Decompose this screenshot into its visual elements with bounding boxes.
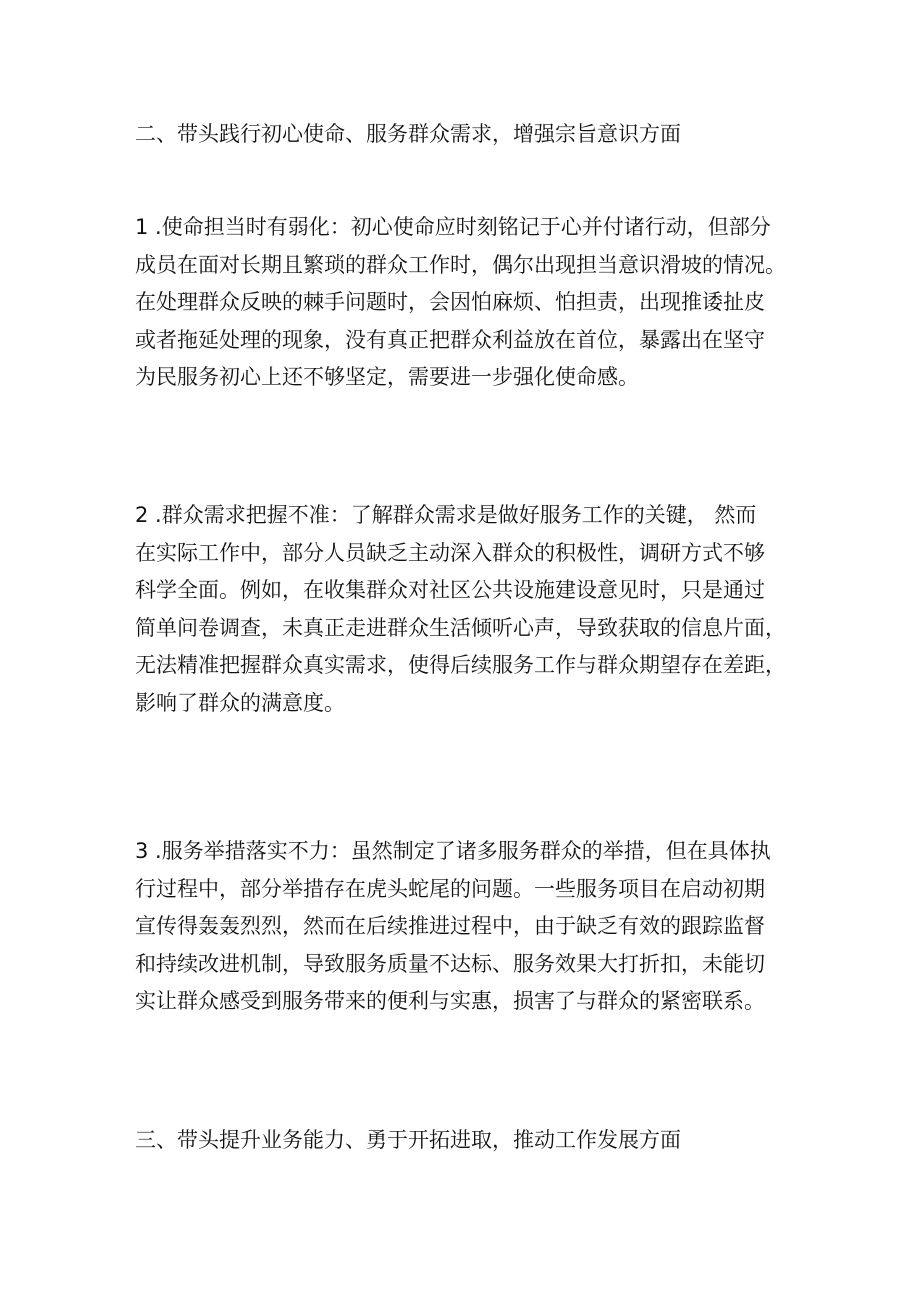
section-heading-3: 三、带头提升业务能力、勇于开拓进取，推动工作发展方面 xyxy=(135,1128,681,1152)
paragraph-item-3 xyxy=(135,833,805,1021)
paragraph-line: 和持续改进机制，导致服务质量不达标、服务效果大打折扣，未能切 xyxy=(135,951,765,976)
paragraph-line: 1 .使命担当时有弱化：初心使命应时刻铭记于心并付诸行动，但部分 xyxy=(135,215,771,239)
paragraph-line: 宣传得轰轰烈烈，然而在后续推进过程中，由于缺乏有效的跟踪监督 xyxy=(135,914,765,938)
paragraph-line: 成员在面对长期且繁琐的群众工作时，偶尔出现担当意识滑坡的情况。 xyxy=(135,252,786,277)
paragraph-line: 3 .服务举措落实不力：虽然制定了诸多服务群众的举措，但在具体执 xyxy=(135,839,771,863)
paragraph-line: 为民服务初心上还不够坚定，需要进一步强化使命感。 xyxy=(135,365,639,389)
paragraph-line: 行过程中，部分举措存在虎头蛇尾的问题。一些服务项目在启动初期 xyxy=(135,876,765,901)
section-heading-2: 二、带头践行初心使命、服务群众需求，增强宗旨意识方面 xyxy=(135,122,681,146)
paragraph-line: 或者拖延处理的现象，没有真正把群众利益放在首位，暴露出在坚守 xyxy=(135,327,765,352)
paragraph-line: 无法精准把握群众真实需求，使得后续服务工作与群众期望存在差距， xyxy=(135,653,786,677)
paragraph-item-2 xyxy=(135,497,805,722)
paragraph-line: 科学全面。例如，在收集群众对社区公共设施建设意见时，只是通过 xyxy=(135,578,765,602)
paragraph-line: 简单问卷调查，未真正走进群众生活倾听心声，导致获取的信息片面， xyxy=(135,615,786,640)
paragraph-line: 在实际工作中，部分人员缺乏主动深入群众的积极性，调研方式不够 xyxy=(135,540,765,565)
paragraph-line: 实让群众感受到服务带来的便利与实惠，损害了与群众的紧密联系。 xyxy=(135,989,765,1013)
paragraph-item-1 xyxy=(135,209,805,397)
paragraph-line: 2 .群众需求把握不准：了解群众需求是做好服务工作的关键， 然而 xyxy=(135,503,757,527)
paragraph-line: 在处理群众反映的棘手问题时，会因怕麻烦、怕担责，出现推诿扯皮 xyxy=(135,290,765,314)
paragraph-line: 影响了群众的满意度。 xyxy=(135,690,345,715)
